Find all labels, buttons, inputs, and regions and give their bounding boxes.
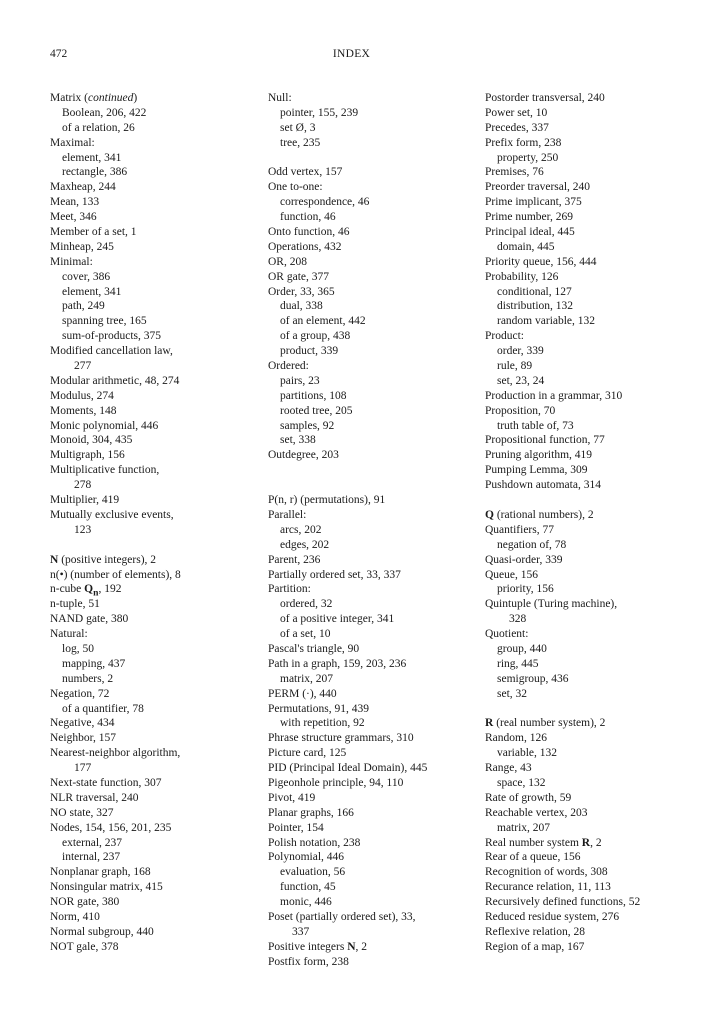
index-subentry: ring, 445 bbox=[497, 657, 539, 670]
index-entry: Range, 43 bbox=[485, 762, 532, 775]
index-entry: Postfix form, 238 bbox=[268, 955, 349, 968]
index-entry: Modular arithmetic, 48, 274 bbox=[50, 374, 180, 387]
index-entry: Positive integers N, 2 bbox=[268, 940, 368, 953]
index-subentry: tree, 235 bbox=[280, 136, 321, 149]
index-entry: n(•) (number of elements), 8 bbox=[50, 568, 181, 581]
index-entry: Principal ideal, 445 bbox=[485, 226, 575, 239]
index-entry: PERM (·), 440 bbox=[268, 687, 337, 700]
index-entry: Recurance relation, 11, 113 bbox=[485, 881, 611, 894]
index-subentry: of a relation, 26 bbox=[62, 121, 135, 134]
index-subentry: property, 250 bbox=[497, 151, 559, 164]
index-subentry: 337 bbox=[292, 925, 310, 938]
index-entry: NOR gate, 380 bbox=[50, 896, 120, 909]
index-entry: R (real number system), 2 bbox=[485, 717, 606, 730]
index-entry: Prime implicant, 375 bbox=[485, 196, 582, 209]
index-subentry: rooted tree, 205 bbox=[280, 404, 353, 417]
index-entry: Neighbor, 157 bbox=[50, 732, 116, 745]
index-entry: Quasi-order, 339 bbox=[485, 553, 563, 566]
index-subentry: 278 bbox=[74, 479, 92, 492]
index-subentry: with repetition, 92 bbox=[280, 717, 365, 730]
index-entry: Rate of growth, 59 bbox=[485, 791, 572, 804]
index-entry: Negation, 72 bbox=[50, 687, 110, 700]
index-entry: Pumping Lemma, 309 bbox=[485, 464, 588, 477]
index-subentry: of a positive integer, 341 bbox=[280, 613, 395, 626]
index-gap bbox=[268, 478, 478, 493]
index-subentry: of a quantifier, 78 bbox=[62, 702, 144, 715]
index-entry: Prime number, 269 bbox=[485, 211, 574, 224]
index-entry: Minheap, 245 bbox=[50, 240, 114, 253]
index-entry: Real number system R, 2 bbox=[485, 836, 602, 849]
index-subentry: cover, 386 bbox=[62, 270, 111, 283]
index-entry: Pivot, 419 bbox=[268, 791, 316, 804]
index-subentry: function, 46 bbox=[280, 211, 336, 224]
page-number: 472 bbox=[50, 48, 68, 60]
index-entry: Ordered: bbox=[268, 360, 309, 373]
index-subentry: conditional, 127 bbox=[497, 285, 572, 298]
index-entry: Quotient: bbox=[485, 628, 529, 641]
index-entry: Parallel: bbox=[268, 508, 307, 521]
index-subentry: log, 50 bbox=[62, 642, 94, 655]
index-subentry: Boolean, 206, 422 bbox=[62, 106, 147, 119]
index-entry: Random, 126 bbox=[485, 732, 547, 745]
index-entry: n-tuple, 51 bbox=[50, 598, 100, 611]
index-entry: Quintuple (Turing machine), bbox=[485, 598, 618, 611]
index-column-2 bbox=[268, 91, 478, 970]
index-entry: Phrase structure grammars, 310 bbox=[268, 732, 414, 745]
index-subentry: pairs, 23 bbox=[280, 374, 320, 387]
index-subentry: dual, 338 bbox=[280, 300, 323, 313]
index-entry: Maxheap, 244 bbox=[50, 181, 116, 194]
index-entry: Matrix (continued) bbox=[50, 92, 138, 104]
index-subentry: set, 32 bbox=[497, 687, 528, 700]
index-entry: Outdegree, 203 bbox=[268, 449, 339, 462]
index-entry: Reflexive relation, 28 bbox=[485, 925, 585, 938]
index-subentry: sum-of-products, 375 bbox=[62, 330, 162, 343]
index-entry: Nodes, 154, 156, 201, 235 bbox=[50, 821, 172, 834]
index-gap bbox=[485, 702, 697, 717]
index-entry: Quantifiers, 77 bbox=[485, 523, 554, 536]
index-entry: Onto function, 46 bbox=[268, 226, 350, 239]
index-subentry: spanning tree, 165 bbox=[62, 315, 147, 328]
index-subentry: negation of, 78 bbox=[497, 538, 567, 551]
index-subentry: distribution, 132 bbox=[497, 300, 574, 313]
index-entry: Pigeonhole principle, 94, 110 bbox=[268, 776, 404, 789]
index-subentry: 177 bbox=[74, 762, 92, 775]
index-subentry: monic, 446 bbox=[280, 896, 332, 909]
index-column-1 bbox=[50, 91, 260, 955]
index-entry: N (positive integers), 2 bbox=[50, 553, 157, 566]
index-entry: Proposition, 70 bbox=[485, 404, 556, 417]
index-entry: Mean, 133 bbox=[50, 196, 100, 209]
index-subentry: random variable, 132 bbox=[497, 315, 596, 328]
index-entry: Postorder transversal, 240 bbox=[485, 92, 605, 104]
index-subentry: matrix, 207 bbox=[280, 672, 334, 685]
index-entry: Poset (partially ordered set), 33, bbox=[268, 910, 416, 923]
index-entry: Recognition of words, 308 bbox=[485, 866, 608, 879]
index-subentry: set, 338 bbox=[280, 434, 316, 447]
index-subentry: 123 bbox=[74, 523, 92, 536]
index-entry: Nonplanar graph, 168 bbox=[50, 866, 151, 879]
index-subentry: rule, 89 bbox=[497, 360, 533, 373]
index-entry: Reduced residue system, 276 bbox=[485, 910, 620, 923]
index-subentry: 328 bbox=[509, 613, 527, 626]
index-entry: Pruning algorithm, 419 bbox=[485, 449, 593, 462]
index-subentry: 277 bbox=[74, 360, 92, 373]
index-column-3 bbox=[485, 91, 697, 955]
index-entry: Mutually exclusive events, bbox=[50, 508, 174, 521]
index-subentry: external, 237 bbox=[62, 836, 123, 849]
index-entry: Precedes, 337 bbox=[485, 121, 549, 134]
index-entry: Natural: bbox=[50, 628, 88, 641]
page-header bbox=[50, 48, 653, 64]
index-subentry: matrix, 207 bbox=[497, 821, 551, 834]
index-subentry: correspondence, 46 bbox=[280, 196, 370, 209]
index-entry: Normal subgroup, 440 bbox=[50, 925, 154, 938]
index-entry: NAND gate, 380 bbox=[50, 613, 129, 626]
index-entry: Modulus, 274 bbox=[50, 389, 114, 402]
index-subentry: priority, 156 bbox=[497, 583, 554, 596]
index-entry: PID (Principal Ideal Domain), 445 bbox=[268, 762, 428, 775]
index-entry: Path in a graph, 159, 203, 236 bbox=[268, 657, 407, 670]
index-entry: Pushdown automata, 314 bbox=[485, 479, 601, 492]
index-entry: OR gate, 377 bbox=[268, 270, 330, 283]
index-entry: Monic polynomial, 446 bbox=[50, 419, 159, 432]
index-subentry: numbers, 2 bbox=[62, 672, 114, 685]
index-subentry: function, 45 bbox=[280, 881, 336, 894]
index-subentry: set Ø, 3 bbox=[280, 121, 316, 134]
index-entry: NO state, 327 bbox=[50, 806, 114, 819]
index-entry: Preorder traversal, 240 bbox=[485, 181, 591, 194]
index-subentry: rectangle, 386 bbox=[62, 166, 128, 179]
index-entry: n-cube $Q_n$, 192 bbox=[50, 583, 122, 599]
index-subentry: arcs, 202 bbox=[280, 523, 322, 536]
index-entry: Maximal: bbox=[50, 136, 95, 149]
index-entry: Reachable vertex, 203 bbox=[485, 806, 588, 819]
index-entry: Prefix form, 238 bbox=[485, 136, 562, 149]
index-entry: Rear of a queue, 156 bbox=[485, 851, 581, 864]
index-entry: Norm, 410 bbox=[50, 910, 100, 923]
index-entry: Meet, 346 bbox=[50, 211, 97, 224]
index-entry: Nearest-neighbor algorithm, bbox=[50, 747, 181, 760]
index-entry: Permutations, 91, 439 bbox=[268, 702, 369, 715]
index-entry: Multiplier, 419 bbox=[50, 494, 120, 507]
index-entry: Product: bbox=[485, 330, 524, 343]
index-gap bbox=[268, 463, 478, 478]
index-entry: Operations, 432 bbox=[268, 240, 342, 253]
index-subentry: element, 341 bbox=[62, 285, 122, 298]
index-entry: Propositional function, 77 bbox=[485, 434, 605, 447]
index-entry: One to-one: bbox=[268, 181, 323, 194]
index-entry: Partition: bbox=[268, 583, 311, 596]
index-entry: Priority queue, 156, 444 bbox=[485, 255, 597, 268]
index-gap bbox=[485, 493, 697, 508]
index-entry: Multiplicative function, bbox=[50, 464, 160, 477]
index-entry: Queue, 156 bbox=[485, 568, 539, 581]
index-entry: Order, 33, 365 bbox=[268, 285, 335, 298]
index-subentry: space, 132 bbox=[497, 776, 546, 789]
index-entry: Parent, 236 bbox=[268, 553, 321, 566]
index-subentry: pointer, 155, 239 bbox=[280, 106, 359, 119]
index-entry: Pascal's triangle, 90 bbox=[268, 642, 360, 655]
index-entry: Minimal: bbox=[50, 255, 93, 268]
index-subentry: variable, 132 bbox=[497, 747, 558, 760]
index-subentry: product, 339 bbox=[280, 345, 339, 358]
index-subentry: order, 339 bbox=[497, 345, 544, 358]
index-entry: Odd vertex, 157 bbox=[268, 166, 343, 179]
index-gap bbox=[268, 151, 478, 166]
index-subentry: set, 23, 24 bbox=[497, 374, 545, 387]
index-subentry: samples, 92 bbox=[280, 419, 335, 432]
index-subentry: internal, 237 bbox=[62, 851, 121, 864]
index-entry: Picture card, 125 bbox=[268, 747, 347, 760]
index-entry: Negative, 434 bbox=[50, 717, 115, 730]
index-entry: Polish notation, 238 bbox=[268, 836, 361, 849]
index-entry: Premises, 76 bbox=[485, 166, 544, 179]
index-entry: Pointer, 154 bbox=[268, 821, 324, 834]
index-subentry: edges, 202 bbox=[280, 538, 330, 551]
index-entry: Recursively defined functions, 52 bbox=[485, 896, 641, 909]
index-entry: NOT gale, 378 bbox=[50, 940, 119, 953]
index-entry: Next-state function, 307 bbox=[50, 776, 162, 789]
index-entry: Production in a grammar, 310 bbox=[485, 389, 623, 402]
index-entry: NLR traversal, 240 bbox=[50, 791, 139, 804]
index-subentry: evaluation, 56 bbox=[280, 866, 346, 879]
index-entry: Polynomial, 446 bbox=[268, 851, 345, 864]
index-entry: Power set, 10 bbox=[485, 106, 548, 119]
index-subentry: of a group, 438 bbox=[280, 330, 351, 343]
index-subentry: ordered, 32 bbox=[280, 598, 333, 611]
index-subentry: truth table of, 73 bbox=[497, 419, 574, 432]
index-entry: Multigraph, 156 bbox=[50, 449, 125, 462]
index-entry: P(n, r) (permutations), 91 bbox=[268, 494, 386, 507]
index-entry: Monoid, 304, 435 bbox=[50, 434, 133, 447]
running-head-title: INDEX bbox=[332, 48, 371, 60]
index-entry: Modified cancellation law, bbox=[50, 345, 173, 358]
index-subentry: domain, 445 bbox=[497, 240, 555, 253]
index-subentry: partitions, 108 bbox=[280, 389, 347, 402]
index-gap bbox=[50, 538, 260, 553]
index-subentry: group, 440 bbox=[497, 642, 547, 655]
index-entry: Nonsingular matrix, 415 bbox=[50, 881, 163, 894]
index-entry: Q (rational numbers), 2 bbox=[485, 508, 594, 521]
index-entry: Member of a set, 1 bbox=[50, 226, 137, 239]
index-entry: Planar graphs, 166 bbox=[268, 806, 354, 819]
index-entry: OR, 208 bbox=[268, 255, 307, 268]
index-subentry: of an element, 442 bbox=[280, 315, 366, 328]
index-subentry: semigroup, 436 bbox=[497, 672, 569, 685]
index-subentry: of a set, 10 bbox=[280, 628, 331, 641]
index-subentry: mapping, 437 bbox=[62, 657, 126, 670]
index-subentry: path, 249 bbox=[62, 300, 105, 313]
index-entry: Null: bbox=[268, 92, 292, 104]
index-subentry: element, 341 bbox=[62, 151, 122, 164]
index-entry: Moments, 148 bbox=[50, 404, 117, 417]
index-entry: Region of a map, 167 bbox=[485, 940, 585, 953]
index-entry: Partially ordered set, 33, 337 bbox=[268, 568, 401, 581]
index-entry: Probability, 126 bbox=[485, 270, 559, 283]
